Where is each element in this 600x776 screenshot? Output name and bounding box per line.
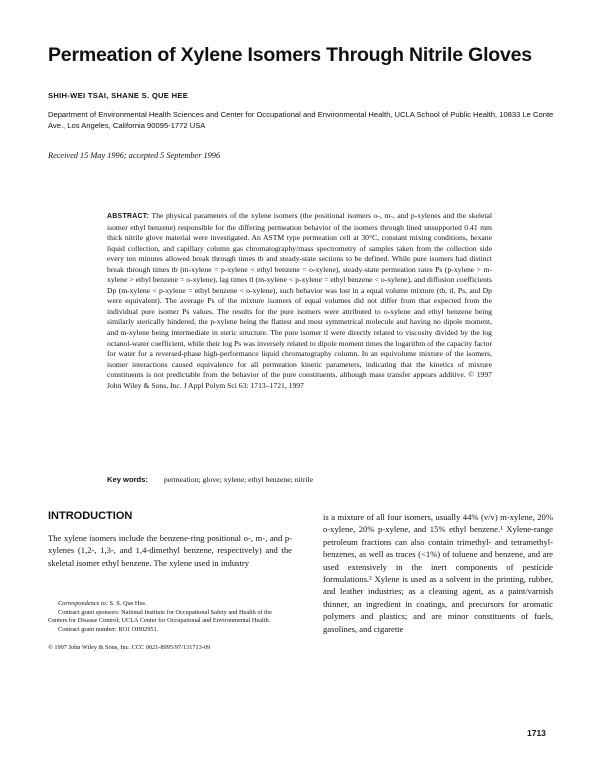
keywords-label: Key words:	[107, 475, 148, 484]
received-dates: Received 15 May 1996; accepted 5 September 1996	[48, 151, 221, 160]
abstract-label: ABSTRACT:	[107, 213, 150, 220]
paper-title: Permeation of Xylene Isomers Through Nitrile Gloves	[48, 44, 532, 66]
footnote-sponsors: Contract grant sponsors: National Institute for Occupational Safety and Health of the Centers for Disease Control; UCLA Center for Occupational and Environmental Health.	[48, 608, 272, 625]
section-heading-introduction: INTRODUCTION	[48, 510, 133, 522]
affiliation: Department of Environmental Health Sciences and Center for Occupational and Environmental Health, UCLA School of Public Health, 10833 Le Conte Ave., Los Angeles, California 90095-1772 USA	[48, 110, 554, 130]
page-number: 1713	[527, 728, 546, 738]
author-list: SHIH-WEI TSAI, SHANE S. QUE HEE	[48, 91, 189, 100]
keywords-line	[107, 475, 313, 484]
abstract-text: The physical parameters of the xylene isomers (the positional isomers o-, m-, and p-xylenes and the skeletal isomer ethyl benzene) responsible for the differing permeation behavior of the isomers through lined unsupported 0.41 mm thick nitrile glove material were investigated. An ASTM type permeation cell at 30°C, constant mixing conditions, hexane liquid collection, and capillary column gas chromatography/mass spectrometry of samples taken from the collection side every ten minutes allowed break through times tb and steady-state sections to be defined. While pure isomers had distinct break through times tb (m-xylene = p-xylene < ethyl benzene = o-xylene), steady-state permeation rates Ps (p-xylene > m-xylene > ethyl benzene = o-xylene), lag times tl (m-xylene < p-xylene = ethyl benzene < o-xylene), and diffusion coefficients Dp (m-xylene < p-xylene = ethyl benzene < o-xylene), such behavior was lost in a equal volume mixture (tb, tl, Ps, and Dp were equivalent). The average Ps of the mixture isomers of equal volumes did not differ from that expected from the individual pure isomer Ps values. The results for the pure isomers were attributed to o-xylene and ethyl benzene being similarly sterically hindered, the p-xylene being the flattest and most symmetrical molecule and having no dipole moment, and m-xylene being intermediate in steric structure. The pure isomer tl were directly related to viscosity divided by the log octanol-water coefficient, while their log Ps was inversely related to dipole moment times the logarithm of the capacity factor for water for a reversed-phase high-performance liquid chromatography column. In an equivolume mixture of the isomers, isomer interactions caused equivalence for all permeation kinetic parameters, indicating that the kinetics of mixture constituents is not predictable from the behavior of the pure constituents, although mass transfer appears additive. © 1997 John Wiley & Sons, Inc. J Appl Polym Sci 63: 1713–1721, 1997	[107, 211, 492, 390]
correspondence-name: S. S. Que Hee.	[109, 600, 147, 607]
intro-paragraph-right: is a mixture of all four isomers, usually 44% (v/v) m-xylene, 20% o-xylene, 20% p-xylene, and 15% ethyl benzene.¹ Xylene-range petroleum fractions can also contain trimethyl- and tetramethyl-benzenes, as well as traces (<1%) of toluene and benzene, and are used extensively in the inert components of pesticide formulations.² Xylene is used as a solvent in the printing, rubber, and leather industries; as a cleaning agent, as a paint/varnish thinner, an ingredient in coatings, and precursors for aromatic polymers and plastics; and are minor constituents of fuels, gasolines, and cigarette	[323, 512, 553, 634]
abstract-block	[107, 211, 492, 391]
correspondence-label: Correspondence to:	[58, 600, 108, 607]
footnote-grant-number: Contract grant number: RO1 OH02951.	[58, 625, 159, 633]
footnote-correspondence	[48, 600, 292, 609]
keywords-text: permeation; glove; xylene; ethyl benzene; nitrile	[163, 475, 314, 484]
copyright-line: © 1997 John Wiley & Sons, Inc. CCC 0021-8995/97/131713-09	[48, 644, 211, 651]
footnotes-block	[48, 600, 292, 634]
intro-paragraph-left: The xylene isomers include the benzene-ring positional o-, m-, and p-xylenes (1,2-, 1,3-, and 1,4-dimethyl benzene, respectively) and the skeletal isomer ethyl benzene. The xylene used in industry	[48, 533, 292, 568]
